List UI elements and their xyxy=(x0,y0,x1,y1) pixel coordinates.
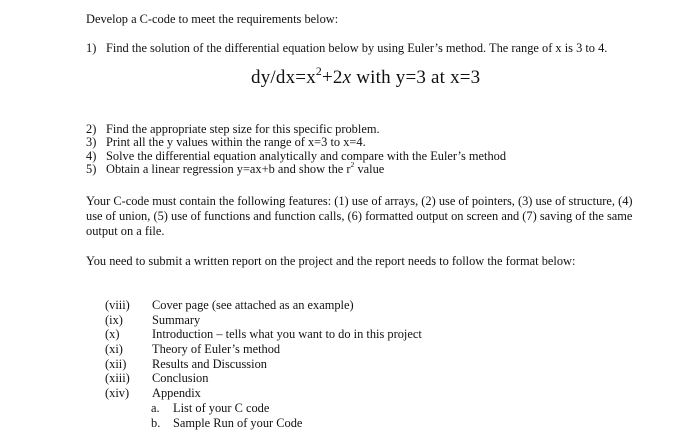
list-item xyxy=(105,342,422,357)
list-item xyxy=(105,371,422,386)
item-text: Results and Discussion xyxy=(152,356,267,371)
item-text: Introduction – tells what you want to do in this project xyxy=(152,327,422,342)
task-list xyxy=(86,122,506,176)
list-item xyxy=(105,386,422,401)
task-number: 4) xyxy=(86,148,97,163)
equation-mid: +2 xyxy=(322,67,343,88)
task-number: 3) xyxy=(86,135,97,150)
equation-variable: x xyxy=(342,67,352,88)
equation-exponent: 2 xyxy=(315,64,322,78)
roman-numeral: (xi) xyxy=(105,342,123,357)
equation-condition: with y=3 at x=3 xyxy=(351,67,481,88)
appendix-letter: a. xyxy=(151,400,160,415)
item-text: Appendix xyxy=(152,386,201,401)
item-text: Conclusion xyxy=(152,371,209,386)
report-format-list xyxy=(105,298,422,430)
list-item xyxy=(86,135,506,148)
list-item xyxy=(105,327,422,342)
list-item xyxy=(86,122,506,135)
task-text: Print all the y values within the range of x=3 to x=4. xyxy=(106,135,366,150)
list-item xyxy=(86,162,506,175)
list-item xyxy=(105,313,422,328)
item-text: Cover page (see attached as an example) xyxy=(152,298,354,312)
list-item xyxy=(86,149,506,162)
task-text: Find the appropriate step size for this specific problem. xyxy=(106,122,380,136)
roman-numeral: (ix) xyxy=(105,312,123,327)
features-paragraph: Your C-code must contain the following features: (1) use of arrays, (2) use of pointers, (3) use of structure, (4) use of union, (5) use of functions and function calls, (6) formatted output on screen and (7) saving of the same output on a file. xyxy=(86,194,633,238)
task-text xyxy=(106,162,384,175)
task-number: 5) xyxy=(86,162,97,177)
appendix-text: Sample Run of your Code xyxy=(173,415,303,430)
task-number: 2) xyxy=(86,122,97,136)
item-text: Theory of Euler’s method xyxy=(152,342,281,357)
task-1-number: 1) xyxy=(86,41,97,55)
r-squared-exponent: 2 xyxy=(350,160,355,170)
equation xyxy=(251,64,481,90)
list-item xyxy=(105,357,422,372)
appendix-text: List of your C code xyxy=(173,400,270,415)
equation-lhs: dy/dx=x xyxy=(251,67,316,88)
task-text-start: Obtain a linear regression y=ax+b and show the r xyxy=(106,162,351,177)
list-item xyxy=(105,298,422,313)
task-text-end: value xyxy=(354,162,385,177)
roman-numeral: (xii) xyxy=(105,356,127,371)
item-text: Summary xyxy=(152,312,201,327)
task-1 xyxy=(86,41,607,56)
roman-numeral: (xiii) xyxy=(105,371,130,386)
task-1-text: Find the solution of the differential equation below by using Euler’s method. The range of x is 3 to 4. xyxy=(106,41,608,55)
report-paragraph: You need to submit a written report on the project and the report needs to follow the format below: xyxy=(86,254,576,268)
task-text: Solve the differential equation analytically and compare with the Euler’s method xyxy=(106,148,507,163)
roman-numeral: (viii) xyxy=(105,298,130,312)
intro-text: Develop a C-code to meet the requirements below: xyxy=(86,12,339,26)
roman-numeral: (x) xyxy=(105,327,120,342)
appendix-item xyxy=(105,401,422,416)
roman-numeral: (xiv) xyxy=(105,386,130,401)
appendix-item xyxy=(105,416,422,431)
appendix-letter: b. xyxy=(151,415,161,430)
